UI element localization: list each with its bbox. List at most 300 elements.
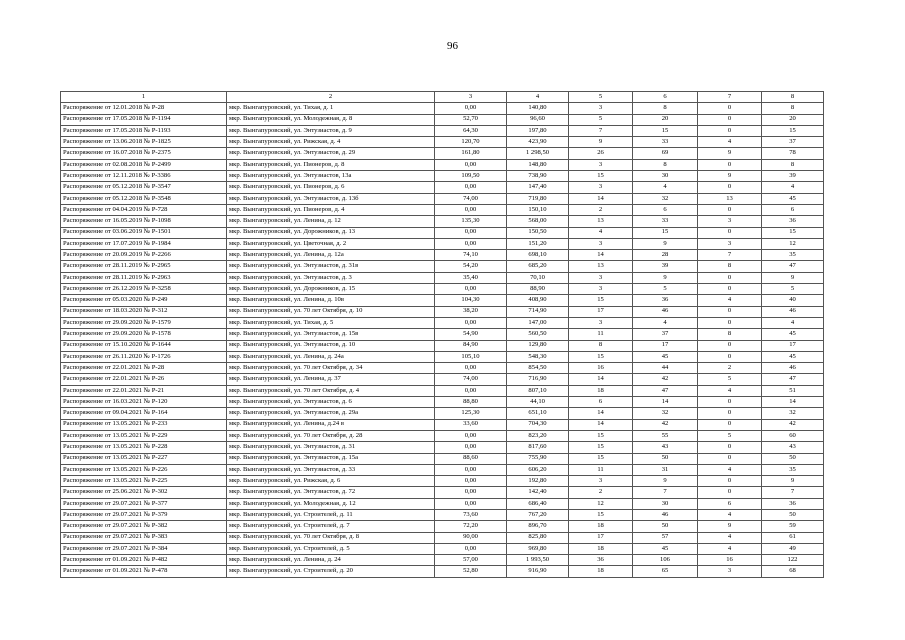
count-cell: 3 xyxy=(569,317,633,328)
count-cell: 13 xyxy=(698,193,762,204)
count-cell: 106 xyxy=(633,555,698,566)
value-cell: 74,00 xyxy=(435,374,507,385)
count-cell: 4 xyxy=(698,385,762,396)
count-cell: 31 xyxy=(633,464,698,475)
table-row xyxy=(61,193,824,204)
value-cell: 151,20 xyxy=(507,238,569,249)
address-cell: мкр. Вынгапуровский, ул. 70 лет Октября, д. 10 xyxy=(227,306,435,317)
count-cell: 2 xyxy=(569,204,633,215)
value-cell: 560,50 xyxy=(507,329,569,340)
count-cell: 0 xyxy=(698,204,762,215)
value-cell: 147,40 xyxy=(507,182,569,193)
table-row xyxy=(61,227,824,238)
value-cell: 698,10 xyxy=(507,250,569,261)
value-cell: 1 298,50 xyxy=(507,148,569,159)
order-cell: Распоряжение от 17.07.2019 № Р-1984 xyxy=(61,238,227,249)
value-cell: 704,30 xyxy=(507,419,569,430)
count-cell: 15 xyxy=(569,351,633,362)
order-cell: Распоряжение от 22.01.2021 № Р-26 xyxy=(61,374,227,385)
value-cell: 150,50 xyxy=(507,227,569,238)
column-header: 2 xyxy=(227,92,435,103)
count-cell: 33 xyxy=(633,216,698,227)
count-cell: 42 xyxy=(633,419,698,430)
count-cell: 37 xyxy=(633,329,698,340)
value-cell: 35,40 xyxy=(435,272,507,283)
value-cell: 125,30 xyxy=(435,408,507,419)
value-cell: 807,10 xyxy=(507,385,569,396)
count-cell: 15 xyxy=(762,125,824,136)
count-cell: 30 xyxy=(633,171,698,182)
count-cell: 5 xyxy=(633,284,698,295)
table-row xyxy=(61,509,824,520)
count-cell: 50 xyxy=(633,453,698,464)
value-cell: 44,10 xyxy=(507,397,569,408)
value-cell: 548,30 xyxy=(507,351,569,362)
count-cell: 9 xyxy=(762,272,824,283)
table-row xyxy=(61,385,824,396)
count-cell: 36 xyxy=(569,555,633,566)
count-cell: 39 xyxy=(633,261,698,272)
table-row xyxy=(61,148,824,159)
table-row xyxy=(61,295,824,306)
value-cell: 0,00 xyxy=(435,103,507,114)
count-cell: 36 xyxy=(633,295,698,306)
count-cell: 55 xyxy=(633,430,698,441)
count-cell: 15 xyxy=(569,442,633,453)
count-cell: 32 xyxy=(633,193,698,204)
address-cell: мкр. Вынгапуровский, ул. Энтузиастов, д. 13б xyxy=(227,193,435,204)
count-cell: 3 xyxy=(569,159,633,170)
count-cell: 15 xyxy=(569,453,633,464)
value-cell: 685,20 xyxy=(507,261,569,272)
count-cell: 15 xyxy=(633,125,698,136)
value-cell: 90,00 xyxy=(435,532,507,543)
value-cell: 408,90 xyxy=(507,295,569,306)
table-row xyxy=(61,238,824,249)
count-cell: 51 xyxy=(762,385,824,396)
order-cell: Распоряжение от 26.12.2019 № Р-3258 xyxy=(61,284,227,295)
table-row xyxy=(61,103,824,114)
address-cell: мкр. Вынгапуровский, ул. Строителей, д. 5 xyxy=(227,543,435,554)
address-cell: мкр. Вынгапуровский, ул. Энтузиастов, д. 3 xyxy=(227,272,435,283)
count-cell: 46 xyxy=(633,306,698,317)
count-cell: 3 xyxy=(569,476,633,487)
count-cell: 42 xyxy=(762,419,824,430)
count-cell: 16 xyxy=(569,363,633,374)
count-cell: 0 xyxy=(698,272,762,283)
count-cell: 0 xyxy=(698,419,762,430)
page-number: 96 xyxy=(447,40,458,52)
order-cell: Распоряжение от 13.05.2021 № Р-226 xyxy=(61,464,227,475)
table-row xyxy=(61,555,824,566)
count-cell: 0 xyxy=(698,397,762,408)
table-row xyxy=(61,532,824,543)
value-cell: 140,80 xyxy=(507,103,569,114)
count-cell: 4 xyxy=(698,509,762,520)
address-cell: мкр. Вынгапуровский, ул. Энтузиастов, д. 15в xyxy=(227,329,435,340)
order-cell: Распоряжение от 01.09.2021 № Р-482 xyxy=(61,555,227,566)
order-cell: Распоряжение от 25.06.2021 № Р-302 xyxy=(61,487,227,498)
value-cell: 0,00 xyxy=(435,487,507,498)
address-cell: мкр. Вынгапуровский, ул. Строителей, д. 7 xyxy=(227,521,435,532)
value-cell: 120,70 xyxy=(435,137,507,148)
order-cell: Распоряжение от 09.04.2021 № Р-164 xyxy=(61,408,227,419)
order-cell: Распоряжение от 29.07.2021 № Р-377 xyxy=(61,498,227,509)
value-cell: 969,80 xyxy=(507,543,569,554)
count-cell: 18 xyxy=(569,543,633,554)
count-cell: 46 xyxy=(762,363,824,374)
count-cell: 18 xyxy=(569,521,633,532)
count-cell: 4 xyxy=(698,543,762,554)
count-cell: 50 xyxy=(762,509,824,520)
count-cell: 69 xyxy=(633,148,698,159)
address-cell: мкр. Вынгапуровский, ул. Ленина, д. 12а xyxy=(227,250,435,261)
value-cell: 0,00 xyxy=(435,464,507,475)
value-cell: 150,10 xyxy=(507,204,569,215)
value-cell: 0,00 xyxy=(435,543,507,554)
count-cell: 8 xyxy=(569,340,633,351)
count-cell: 7 xyxy=(698,250,762,261)
table-row xyxy=(61,419,824,430)
value-cell: 0,00 xyxy=(435,363,507,374)
order-cell: Распоряжение от 28.11.2019 № Р-2965 xyxy=(61,261,227,272)
value-cell: 73,60 xyxy=(435,509,507,520)
count-cell: 42 xyxy=(633,374,698,385)
count-cell: 2 xyxy=(698,363,762,374)
count-cell: 11 xyxy=(569,464,633,475)
column-header: 8 xyxy=(762,92,824,103)
address-cell: мкр. Вынгапуровский, ул. Пионеров, д. 6 xyxy=(227,182,435,193)
count-cell: 17 xyxy=(569,532,633,543)
order-cell: Распоряжение от 22.01.2021 № Р-21 xyxy=(61,385,227,396)
count-cell: 8 xyxy=(698,261,762,272)
count-cell: 0 xyxy=(698,317,762,328)
address-cell: мкр. Вынгапуровский, ул. 70 лет Октября, д. 4 xyxy=(227,385,435,396)
count-cell: 6 xyxy=(633,204,698,215)
count-cell: 57 xyxy=(633,532,698,543)
count-cell: 3 xyxy=(569,103,633,114)
value-cell: 606,20 xyxy=(507,464,569,475)
address-cell: мкр. Вынгапуровский, ул. 70 лет Октября, д. 28 xyxy=(227,430,435,441)
address-cell: мкр. Вынгапуровский, ул. Ленина, д. 24а xyxy=(227,351,435,362)
count-cell: 7 xyxy=(633,487,698,498)
count-cell: 15 xyxy=(569,509,633,520)
count-cell: 0 xyxy=(698,125,762,136)
value-cell: 423,90 xyxy=(507,137,569,148)
order-cell: Распоряжение от 12.11.2018 № Р-3386 xyxy=(61,171,227,182)
value-cell: 719,80 xyxy=(507,193,569,204)
count-cell: 36 xyxy=(762,498,824,509)
table-row xyxy=(61,171,824,182)
order-cell: Распоряжение от 01.09.2021 № Р-478 xyxy=(61,566,227,577)
count-cell: 4 xyxy=(698,137,762,148)
count-cell: 0 xyxy=(698,351,762,362)
value-cell: 0,00 xyxy=(435,476,507,487)
address-cell: мкр. Вынгапуровский, ул. Энтузиастов, д. 72 xyxy=(227,487,435,498)
count-cell: 32 xyxy=(633,408,698,419)
table-row xyxy=(61,182,824,193)
count-cell: 9 xyxy=(569,137,633,148)
table-row xyxy=(61,216,824,227)
value-cell: 714,90 xyxy=(507,306,569,317)
value-cell: 0,00 xyxy=(435,182,507,193)
count-cell: 11 xyxy=(569,329,633,340)
count-cell: 4 xyxy=(698,295,762,306)
count-cell: 8 xyxy=(762,159,824,170)
table-row xyxy=(61,306,824,317)
count-cell: 30 xyxy=(633,498,698,509)
count-cell: 13 xyxy=(569,261,633,272)
count-cell: 15 xyxy=(569,171,633,182)
count-cell: 18 xyxy=(569,385,633,396)
column-header: 7 xyxy=(698,92,762,103)
value-cell: 0,00 xyxy=(435,204,507,215)
count-cell: 4 xyxy=(698,532,762,543)
count-cell: 43 xyxy=(633,442,698,453)
table-body xyxy=(61,103,824,577)
table-row xyxy=(61,329,824,340)
value-cell: 142,40 xyxy=(507,487,569,498)
table-header-row xyxy=(61,92,824,103)
column-header: 1 xyxy=(61,92,227,103)
address-cell: мкр. Вынгапуровский, ул. Молодежная, д. 12 xyxy=(227,498,435,509)
count-cell: 3 xyxy=(698,238,762,249)
table-row xyxy=(61,317,824,328)
value-cell: 54,20 xyxy=(435,261,507,272)
count-cell: 9 xyxy=(698,521,762,532)
count-cell: 36 xyxy=(762,216,824,227)
value-cell: 716,90 xyxy=(507,374,569,385)
count-cell: 8 xyxy=(762,103,824,114)
count-cell: 5 xyxy=(762,284,824,295)
count-cell: 5 xyxy=(698,374,762,385)
order-cell: Распоряжение от 05.12.2018 № Р-3547 xyxy=(61,182,227,193)
address-cell: мкр. Вынгапуровский, ул. Дорожников, д. 13 xyxy=(227,227,435,238)
value-cell: 104,30 xyxy=(435,295,507,306)
value-cell: 0,00 xyxy=(435,284,507,295)
value-cell: 738,90 xyxy=(507,171,569,182)
count-cell: 16 xyxy=(698,555,762,566)
table-row xyxy=(61,374,824,385)
address-cell: мкр. Вынгапуровский, ул. Тихая, д. 5 xyxy=(227,317,435,328)
count-cell: 18 xyxy=(569,566,633,577)
count-cell: 47 xyxy=(633,385,698,396)
address-cell: мкр. Вынгапуровский, ул. Ленина, д.24 в xyxy=(227,419,435,430)
count-cell: 3 xyxy=(698,216,762,227)
count-cell: 15 xyxy=(569,430,633,441)
count-cell: 7 xyxy=(569,125,633,136)
count-cell: 0 xyxy=(698,408,762,419)
count-cell: 78 xyxy=(762,148,824,159)
order-cell: Распоряжение от 29.09.2020 № Р-1579 xyxy=(61,317,227,328)
table-row xyxy=(61,272,824,283)
order-cell: Распоряжение от 13.06.2018 № Р-1825 xyxy=(61,137,227,148)
count-cell: 33 xyxy=(633,137,698,148)
table-row xyxy=(61,204,824,215)
table-row xyxy=(61,137,824,148)
value-cell: 64,30 xyxy=(435,125,507,136)
table-row xyxy=(61,464,824,475)
count-cell: 0 xyxy=(698,442,762,453)
address-cell: мкр. Вынгапуровский, ул. Энтузиастов, д. 6 xyxy=(227,397,435,408)
count-cell: 26 xyxy=(569,148,633,159)
value-cell: 70,10 xyxy=(507,272,569,283)
value-cell: 161,80 xyxy=(435,148,507,159)
address-cell: мкр. Вынгапуровский, ул. Ленина, д. 10в xyxy=(227,295,435,306)
value-cell: 148,80 xyxy=(507,159,569,170)
column-header: 3 xyxy=(435,92,507,103)
value-cell: 0,00 xyxy=(435,498,507,509)
count-cell: 0 xyxy=(698,182,762,193)
value-cell: 1 993,50 xyxy=(507,555,569,566)
value-cell: 0,00 xyxy=(435,430,507,441)
count-cell: 4 xyxy=(569,227,633,238)
value-cell: 825,80 xyxy=(507,532,569,543)
table-row xyxy=(61,261,824,272)
order-cell: Распоряжение от 16.03.2021 № Р-120 xyxy=(61,397,227,408)
count-cell: 4 xyxy=(762,182,824,193)
address-cell: мкр. Вынгапуровский, ул. 70 лет Октября, д. 8 xyxy=(227,532,435,543)
table-row xyxy=(61,397,824,408)
order-cell: Распоряжение от 20.09.2019 № Р-2266 xyxy=(61,250,227,261)
count-cell: 9 xyxy=(762,476,824,487)
value-cell: 52,80 xyxy=(435,566,507,577)
table-row xyxy=(61,521,824,532)
order-cell: Распоряжение от 15.10.2020 № Р-1644 xyxy=(61,340,227,351)
order-cell: Распоряжение от 03.06.2019 № Р-1501 xyxy=(61,227,227,238)
address-cell: мкр. Вынгапуровский, ул. Ленина, д. 24 xyxy=(227,555,435,566)
table-row xyxy=(61,442,824,453)
address-cell: мкр. Вынгапуровский, ул. Рижская, д. 6 xyxy=(227,476,435,487)
value-cell: 916,90 xyxy=(507,566,569,577)
count-cell: 12 xyxy=(762,238,824,249)
count-cell: 2 xyxy=(569,487,633,498)
value-cell: 88,60 xyxy=(435,453,507,464)
count-cell: 45 xyxy=(762,329,824,340)
value-cell: 0,00 xyxy=(435,238,507,249)
order-cell: Распоряжение от 05.12.2018 № Р-3548 xyxy=(61,193,227,204)
count-cell: 4 xyxy=(762,317,824,328)
address-cell: мкр. Вынгапуровский, ул. Ленина, д. 37 xyxy=(227,374,435,385)
count-cell: 14 xyxy=(569,250,633,261)
count-cell: 47 xyxy=(762,374,824,385)
column-header: 4 xyxy=(507,92,569,103)
count-cell: 6 xyxy=(698,498,762,509)
count-cell: 20 xyxy=(762,114,824,125)
count-cell: 9 xyxy=(698,171,762,182)
count-cell: 61 xyxy=(762,532,824,543)
address-cell: мкр. Вынгапуровский, ул. Пионеров, д. 8 xyxy=(227,159,435,170)
address-cell: мкр. Вынгапуровский, ул. Энтузиастов, д. 33 xyxy=(227,464,435,475)
count-cell: 8 xyxy=(633,159,698,170)
table-row xyxy=(61,351,824,362)
count-cell: 9 xyxy=(633,238,698,249)
value-cell: 823,20 xyxy=(507,430,569,441)
address-cell: мкр. Вынгапуровский, ул. Цветочная, д. 2 xyxy=(227,238,435,249)
count-cell: 17 xyxy=(633,340,698,351)
value-cell: 109,50 xyxy=(435,171,507,182)
address-cell: мкр. Вынгапуровский, ул. Энтузиастов, д. 31в xyxy=(227,261,435,272)
count-cell: 7 xyxy=(762,487,824,498)
value-cell: 817,60 xyxy=(507,442,569,453)
order-cell: Распоряжение от 17.05.2018 № Р-1194 xyxy=(61,114,227,125)
count-cell: 12 xyxy=(569,498,633,509)
table-row xyxy=(61,125,824,136)
count-cell: 49 xyxy=(762,543,824,554)
order-cell: Распоряжение от 28.11.2019 № Р-2963 xyxy=(61,272,227,283)
count-cell: 9 xyxy=(633,272,698,283)
count-cell: 9 xyxy=(633,476,698,487)
count-cell: 9 xyxy=(698,148,762,159)
count-cell: 65 xyxy=(633,566,698,577)
count-cell: 4 xyxy=(633,317,698,328)
value-cell: 74,00 xyxy=(435,193,507,204)
count-cell: 8 xyxy=(633,103,698,114)
order-cell: Распоряжение от 29.07.2021 № Р-379 xyxy=(61,509,227,520)
count-cell: 45 xyxy=(762,351,824,362)
count-cell: 0 xyxy=(698,306,762,317)
order-cell: Распоряжение от 16.07.2018 № Р-2375 xyxy=(61,148,227,159)
count-cell: 0 xyxy=(698,103,762,114)
order-cell: Распоряжение от 12.01.2018 № Р-28 xyxy=(61,103,227,114)
count-cell: 50 xyxy=(762,453,824,464)
value-cell: 0,00 xyxy=(435,385,507,396)
table-row xyxy=(61,250,824,261)
value-cell: 57,00 xyxy=(435,555,507,566)
value-cell: 0,00 xyxy=(435,227,507,238)
value-cell: 854,50 xyxy=(507,363,569,374)
value-cell: 755,90 xyxy=(507,453,569,464)
count-cell: 8 xyxy=(698,329,762,340)
value-cell: 88,80 xyxy=(435,397,507,408)
count-cell: 0 xyxy=(698,476,762,487)
order-cell: Распоряжение от 29.09.2020 № Р-1578 xyxy=(61,329,227,340)
count-cell: 59 xyxy=(762,521,824,532)
count-cell: 0 xyxy=(698,114,762,125)
count-cell: 3 xyxy=(569,182,633,193)
address-cell: мкр. Вынгапуровский, ул. Дорожников, д. 15 xyxy=(227,284,435,295)
address-cell: мкр. Вынгапуровский, ул. Энтузиастов, д. 15а xyxy=(227,453,435,464)
address-cell: мкр. Вынгапуровский, ул. Строителей, д. 20 xyxy=(227,566,435,577)
count-cell: 35 xyxy=(762,464,824,475)
order-cell: Распоряжение от 04.04.2019 № Р-728 xyxy=(61,204,227,215)
order-cell: Распоряжение от 13.05.2021 № Р-225 xyxy=(61,476,227,487)
value-cell: 192,80 xyxy=(507,476,569,487)
count-cell: 46 xyxy=(633,509,698,520)
column-header: 5 xyxy=(569,92,633,103)
count-cell: 0 xyxy=(698,159,762,170)
value-cell: 651,10 xyxy=(507,408,569,419)
count-cell: 14 xyxy=(762,397,824,408)
address-cell: мкр. Вынгапуровский, ул. Энтузиастов, д. 9 xyxy=(227,125,435,136)
value-cell: 686,40 xyxy=(507,498,569,509)
order-cell: Распоряжение от 13.05.2021 № Р-233 xyxy=(61,419,227,430)
value-cell: 84,90 xyxy=(435,340,507,351)
value-cell: 129,80 xyxy=(507,340,569,351)
table-row xyxy=(61,340,824,351)
order-cell: Распоряжение от 26.11.2020 № Р-1726 xyxy=(61,351,227,362)
count-cell: 43 xyxy=(762,442,824,453)
count-cell: 45 xyxy=(633,543,698,554)
address-cell: мкр. Вынгапуровский, ул. Энтузиастов, д. 29а xyxy=(227,408,435,419)
address-cell: мкр. Вынгапуровский, ул. Рижская, д. 4 xyxy=(227,137,435,148)
value-cell: 767,20 xyxy=(507,509,569,520)
value-cell: 54,90 xyxy=(435,329,507,340)
count-cell: 3 xyxy=(569,238,633,249)
order-cell: Распоряжение от 29.07.2021 № Р-383 xyxy=(61,532,227,543)
value-cell: 72,20 xyxy=(435,521,507,532)
order-cell: Распоряжение от 13.05.2021 № Р-229 xyxy=(61,430,227,441)
